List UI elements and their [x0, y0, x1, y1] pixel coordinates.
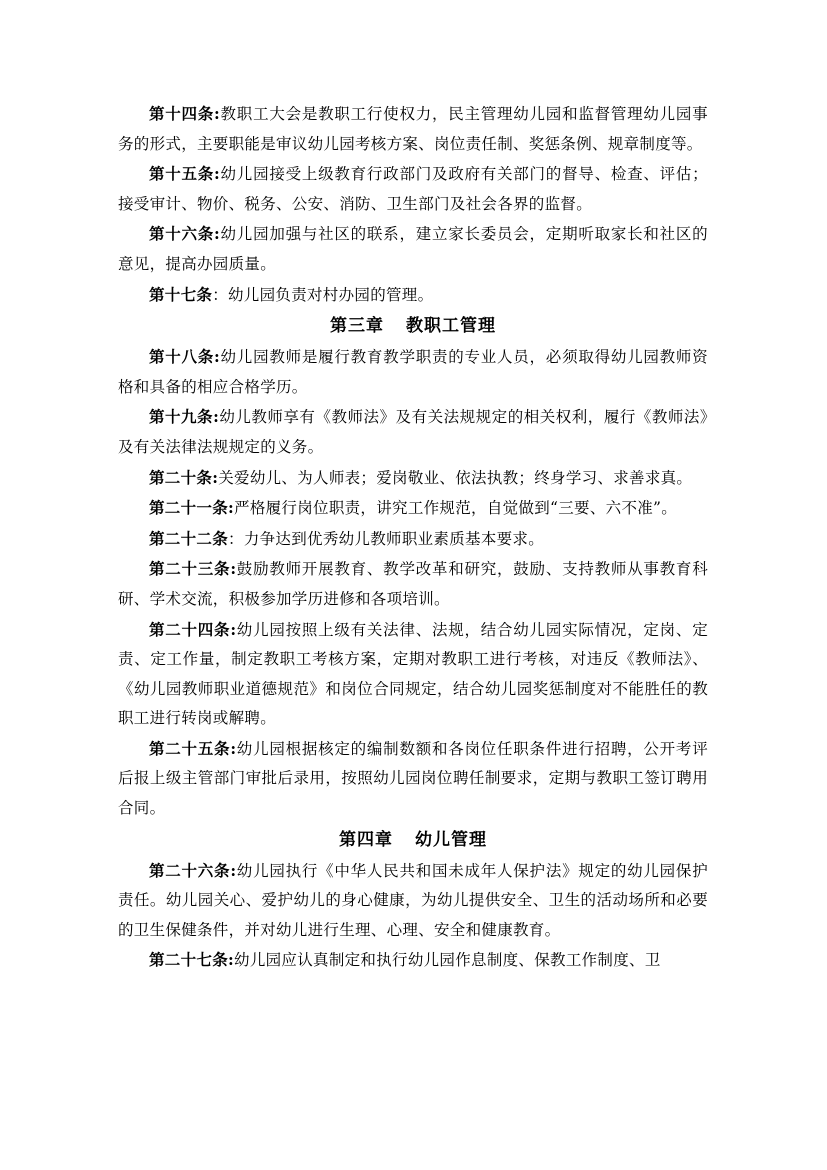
article-26: [118, 856, 708, 946]
article-label: 第十四条:: [149, 104, 221, 123]
article-25: [118, 734, 708, 824]
article-24: [118, 615, 708, 734]
chapter-heading-4: [118, 824, 708, 856]
article-19: [118, 402, 708, 462]
article-text: 关爱幼儿、为人师表；爱岗敬业、依法执教；终身学习、求善求真。: [218, 468, 693, 487]
article-text: ：力争达到优秀幼儿教师职业素质基本要求。: [228, 529, 545, 548]
article-20: [118, 463, 708, 494]
article-label: 第十七条: [149, 284, 213, 304]
article-text: 幼儿园执行《中华人民共和国未成年人保护法》规定的幼儿园保护责任。幼儿园关心、爱护幼儿的身心健康，为幼儿提供安全、卫生的活动场所和必要的卫生保健条件，并对幼儿进行生理、心理、安全和健康教育。: [118, 861, 708, 939]
chapter-number: 第三章: [330, 316, 384, 337]
chapter-heading-3: [118, 310, 708, 342]
article-label: 第二十五条:: [149, 738, 237, 758]
article-text: ：幼儿园负责对村办园的管理。: [212, 285, 434, 304]
chapter-title: 教职工管理: [406, 316, 496, 337]
article-text: 幼儿园接受上级教育行政部门及政府有关部门的督导、检查、评估；接受审计、物价、税务、公安、消防、卫生部门及社会各界的监督。: [118, 165, 708, 213]
article-text: 幼儿园教师是履行教育教学职责的专业人员，必须取得幼儿园教师资格和具备的相应合格学历。: [118, 348, 708, 396]
article-27: [118, 945, 708, 976]
article-22: [118, 524, 708, 555]
article-label: 第二十三条:: [149, 559, 237, 579]
article-17: [118, 280, 708, 311]
article-21: [118, 493, 708, 524]
article-label: 第二十一条:: [149, 498, 235, 518]
document-body: [118, 99, 708, 976]
article-label: 第二十七条:: [149, 950, 235, 970]
article-label: 第十六条:: [149, 224, 221, 244]
article-text: 幼儿园应认真制定和执行幼儿园作息制度、保教工作制度、卫: [234, 951, 661, 970]
article-text: 严格履行岗位职责，讲究工作规范，自觉做到“三要、六不准”。: [234, 499, 678, 518]
article-text: 幼儿园加强与社区的联系，建立家长委员会，定期听取家长和社区的意见，提高办园质量。: [118, 225, 708, 273]
chapter-title: 幼儿管理: [415, 829, 487, 850]
article-text: 幼儿园根据核定的编制数额和各岗位任职条件进行招聘，公开考评后报上级主管部门审批后录用，按照幼儿园岗位聘任制要求，定期与教职工签订聘用合同。: [118, 739, 708, 818]
article-15: [118, 159, 708, 219]
chapter-number: 第四章: [339, 829, 393, 850]
article-14: [118, 99, 708, 159]
article-text: 教职工大会是教职工行使权力，民主管理幼儿园和监督管理幼儿园事务的形式，主要职能是审议幼儿园考核方案、岗位责任制、奖惩条例、规章制度等。: [118, 105, 708, 153]
article-16: [118, 219, 708, 279]
article-label: 第十八条:: [149, 347, 221, 367]
article-text: 鼓励教师开展教育、教学改革和研究，鼓励、支持教师从事教育科研、学术交流，积极参加学历进修和各项培训。: [118, 560, 708, 608]
article-text: 幼儿园按照上级有关法律、法规，结合幼儿园实际情况，定岗、定责、定工作量，制定教职工考核方案，定期对教职工进行考核，对违反《教师法》、《幼儿园教师职业道德规范》和岗位合同规定，结合幼儿园奖惩制度对不能胜任的教职工进行转岗或解聘。: [118, 620, 708, 728]
article-label: 第十九条:: [149, 407, 220, 427]
article-text: 幼儿教师享有《教师法》及有关法规规定的相关权利，履行《教师法》及有关法律法规规定的义务。: [118, 408, 708, 456]
article-label: 第十五条:: [149, 164, 221, 184]
article-label: 第二十六条:: [149, 860, 237, 880]
article-label: 第二十条:: [149, 467, 219, 487]
article-23: [118, 554, 708, 614]
article-label: 第二十二条: [149, 528, 229, 548]
article-18: [118, 342, 708, 402]
article-label: 第二十四条:: [149, 619, 237, 639]
